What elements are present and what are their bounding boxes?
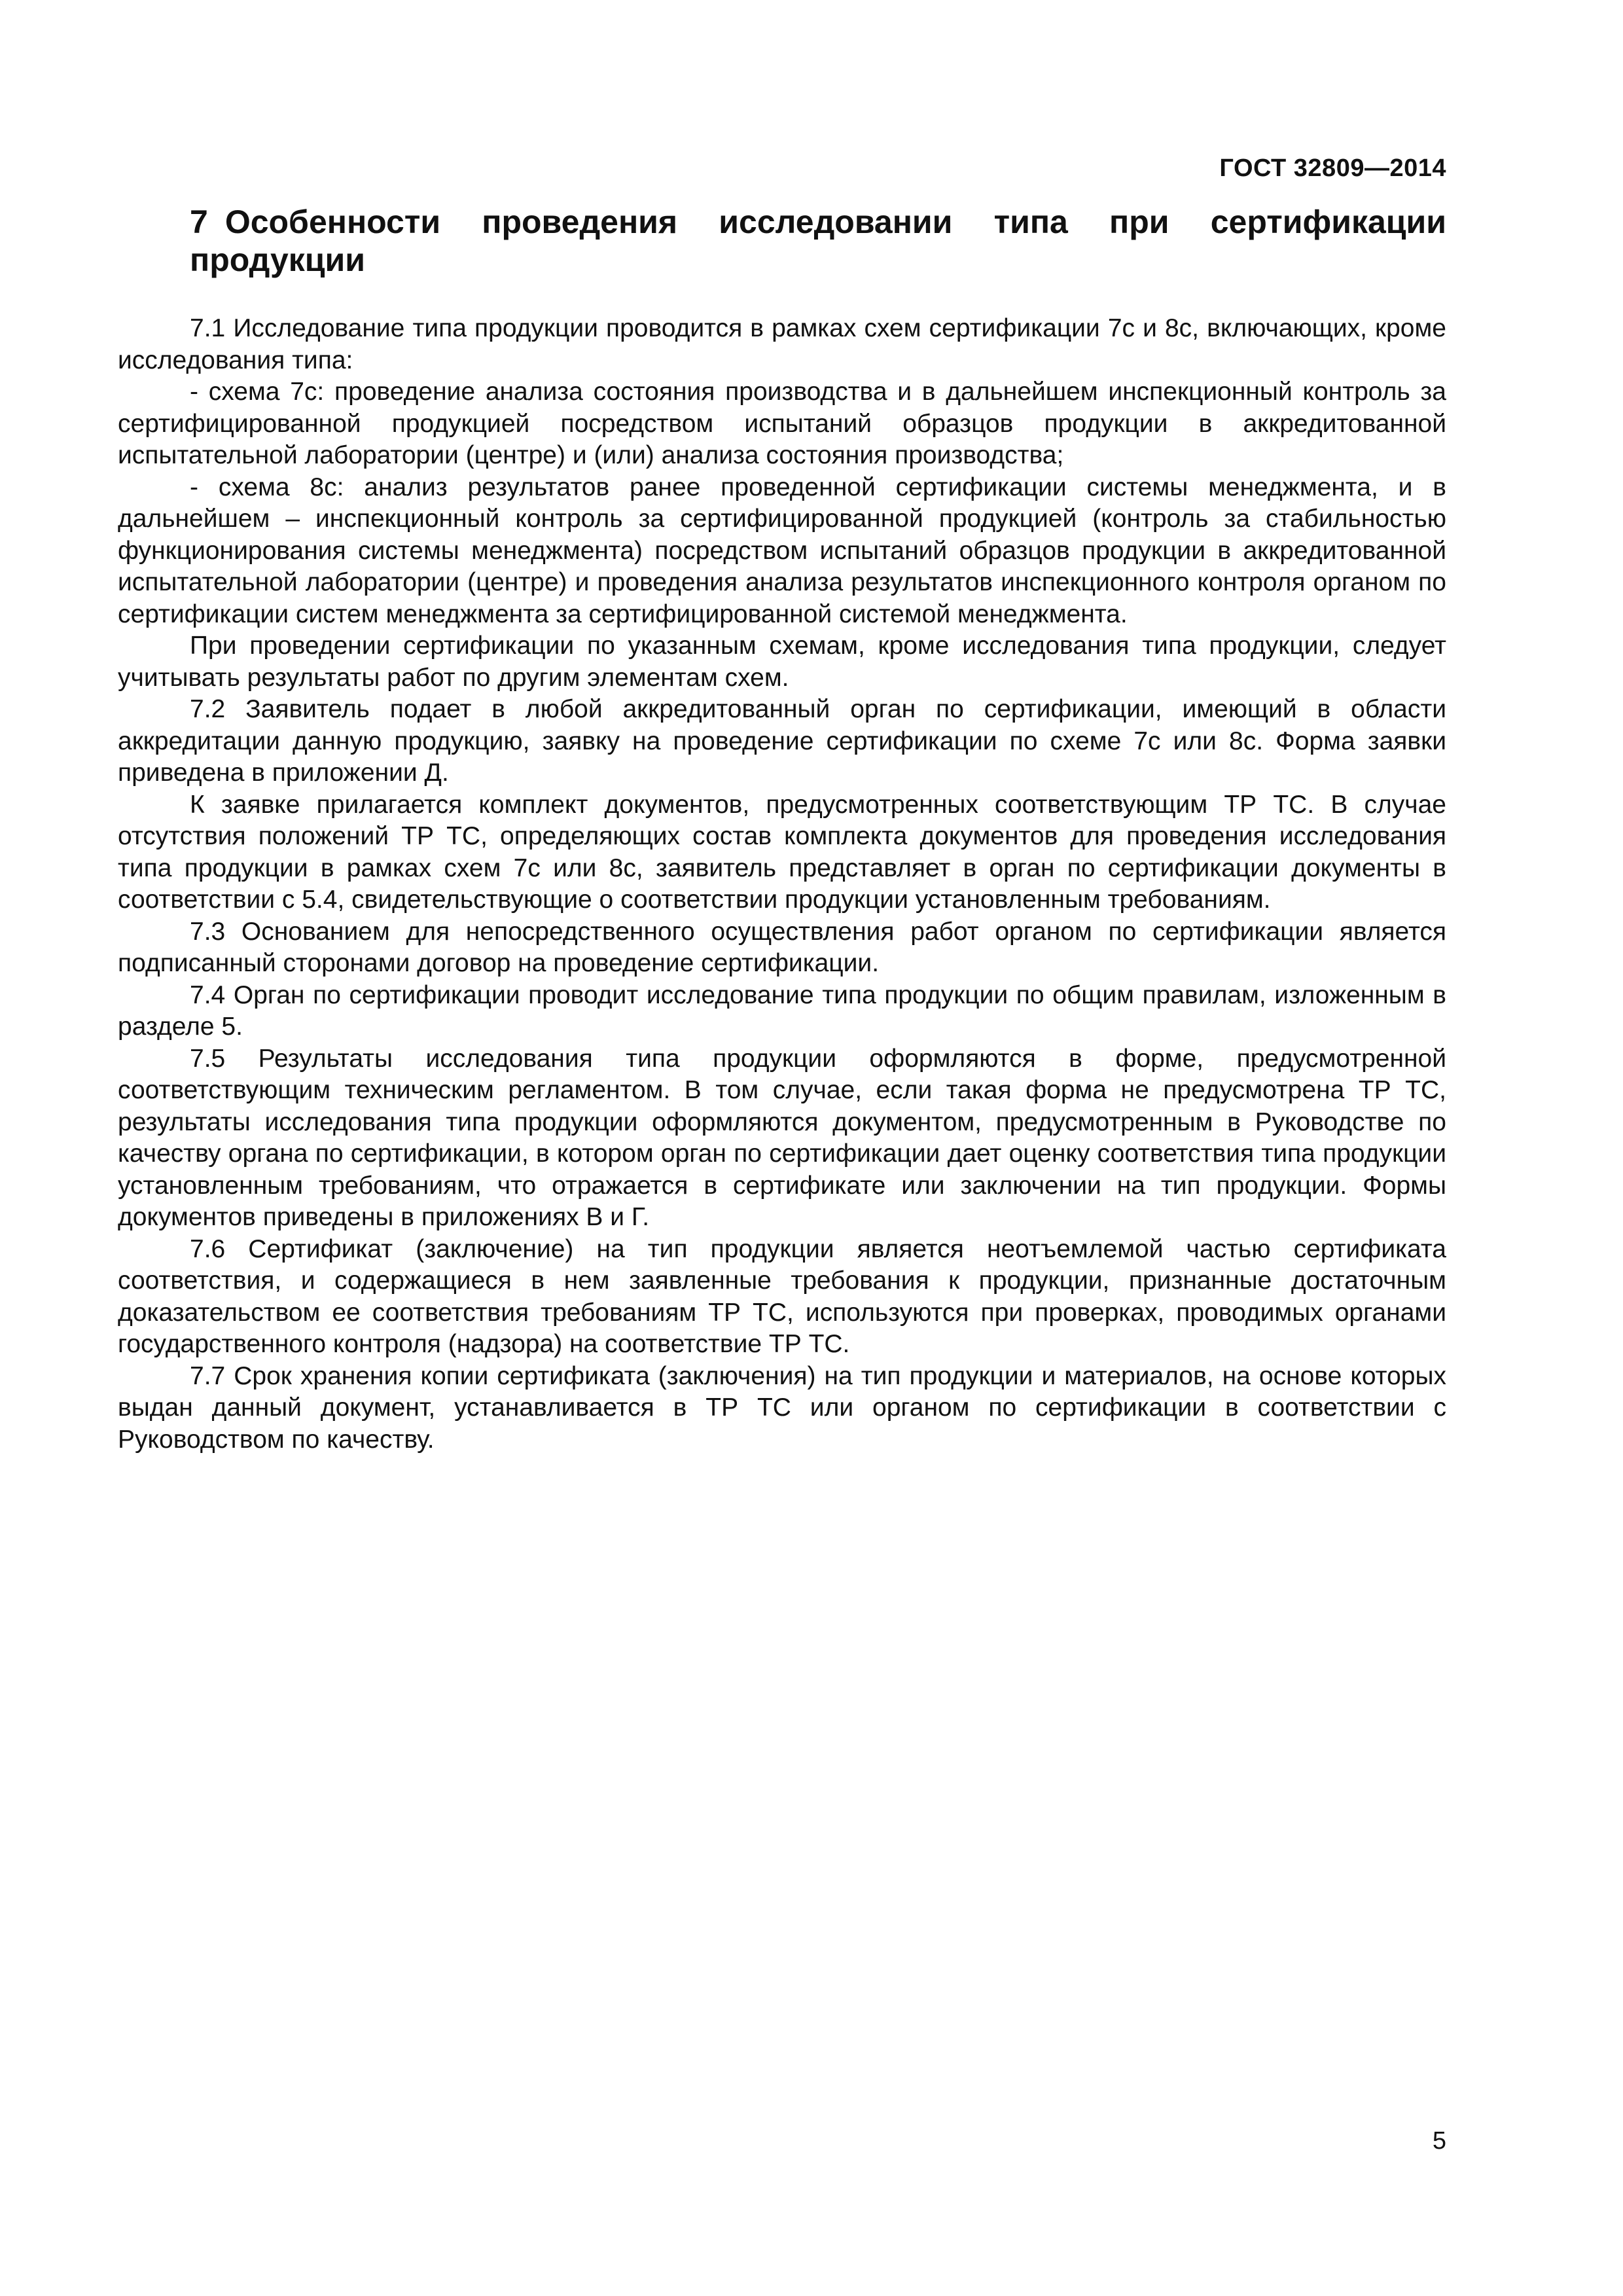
page-number: 5 (1432, 2127, 1446, 2155)
section-heading (118, 203, 1446, 279)
paragraph-7-2: 7.2 Заявитель подает в любой аккредитованный орган по сертификации, имеющий в области аккредитации данную продукцию, заявку на проведение сертификации по схеме 7с или 8с. Форма заявки приведена в приложении Д. (118, 695, 1446, 787)
section-number: 7 (190, 204, 208, 240)
paragraph-7-1: 7.1 Исследование типа продукции проводится в рамках схем сертификации 7с и 8с, включающих, кроме исследования типа: (118, 314, 1446, 374)
paragraph-documents-package: К заявке прилагается комплект документов, предусмотренных соответствующим ТР ТС. В случае отсутствия положений ТР ТС, определяющих состав комплекта документов для проведения исследования типа продукции в рамках схем 7с или 8с, заявитель представляет в орган по сертификации документы в соответствии с 5.4, свидетельствующие о соответствии продукции установленным требованиям. (118, 790, 1446, 914)
section-body (118, 313, 1446, 1456)
standard-designation: ГОСТ 32809—2014 (1219, 154, 1446, 182)
paragraph-other-elements: При проведении сертификации по указанным схемам, кроме исследования типа продукции, следует учитывать результаты работ по другим элементам схем. (118, 632, 1446, 692)
paragraph-scheme-7c: - схема 7с: проведение анализа состояния производства и в дальнейшем инспекционный контроль за сертифицированной продукцией посредством испытаний образцов продукции в аккредитованной испытательной лаборатории (центре) и (или) анализа состояния производства; (118, 378, 1446, 469)
paragraph-7-4: 7.4 Орган по сертификации проводит исследование типа продукции по общим правилам, изложенным в разделе 5. (118, 980, 1446, 1041)
paragraph-7-3: 7.3 Основанием для непосредственного осуществления работ органом по сертификации является подписанный сторонами договор на проведение сертификации. (118, 917, 1446, 977)
paragraph-7-6: 7.6 Сертификат (заключение) на тип продукции является неотъемлемой частью сертификата соответствия, и содержащиеся в нем заявленные требования к продукции, признанные достаточным доказательством ее соответствия требованиям ТР ТС, используются при проверках, проводимых органами государственного контроля (надзора) на соответствие ТР ТС. (118, 1234, 1446, 1358)
paragraph-scheme-8c: - схема 8с: анализ результатов ранее проведенной сертификации системы менеджмента, и в дальнейшем – инспекционный контроль за сертифицированной продукцией (контроль за стабильностью функционирования системы менеджмента) посредством испытаний образцов продукции в аккредитованной испытательной лаборатории (центре) и проведения анализа результатов инспекционного контроля органом по сертификации систем менеджмента за сертифицированной системой менеджмента. (118, 473, 1446, 628)
page-content (118, 203, 1446, 1456)
paragraph-7-5: 7.5 Результаты исследования типа продукции оформляются в форме, предусмотренной соответствующим техническим регламентом. В том случае, если такая форма не предусмотрена ТР ТС, результаты исследования типа продукции оформляются документом, предусмотренным в Руководстве по качеству органа по сертификации, в котором орган по сертификации дает оценку соответствия типа продукции установленным требованиям, что отражается в сертификате или заключении на тип продукции. Формы документов приведены в приложениях В и Г. (118, 1044, 1446, 1231)
paragraph-7-7: 7.7 Срок хранения копии сертификата (заключения) на тип продукции и материалов, на основе которых выдан данный документ, устанавливается в ТР ТС или органом по сертификации в соответствии с Руководством по качеству. (118, 1361, 1446, 1454)
section-title: Особенности проведения исследовании типа при сертификации продукции (190, 204, 1446, 278)
